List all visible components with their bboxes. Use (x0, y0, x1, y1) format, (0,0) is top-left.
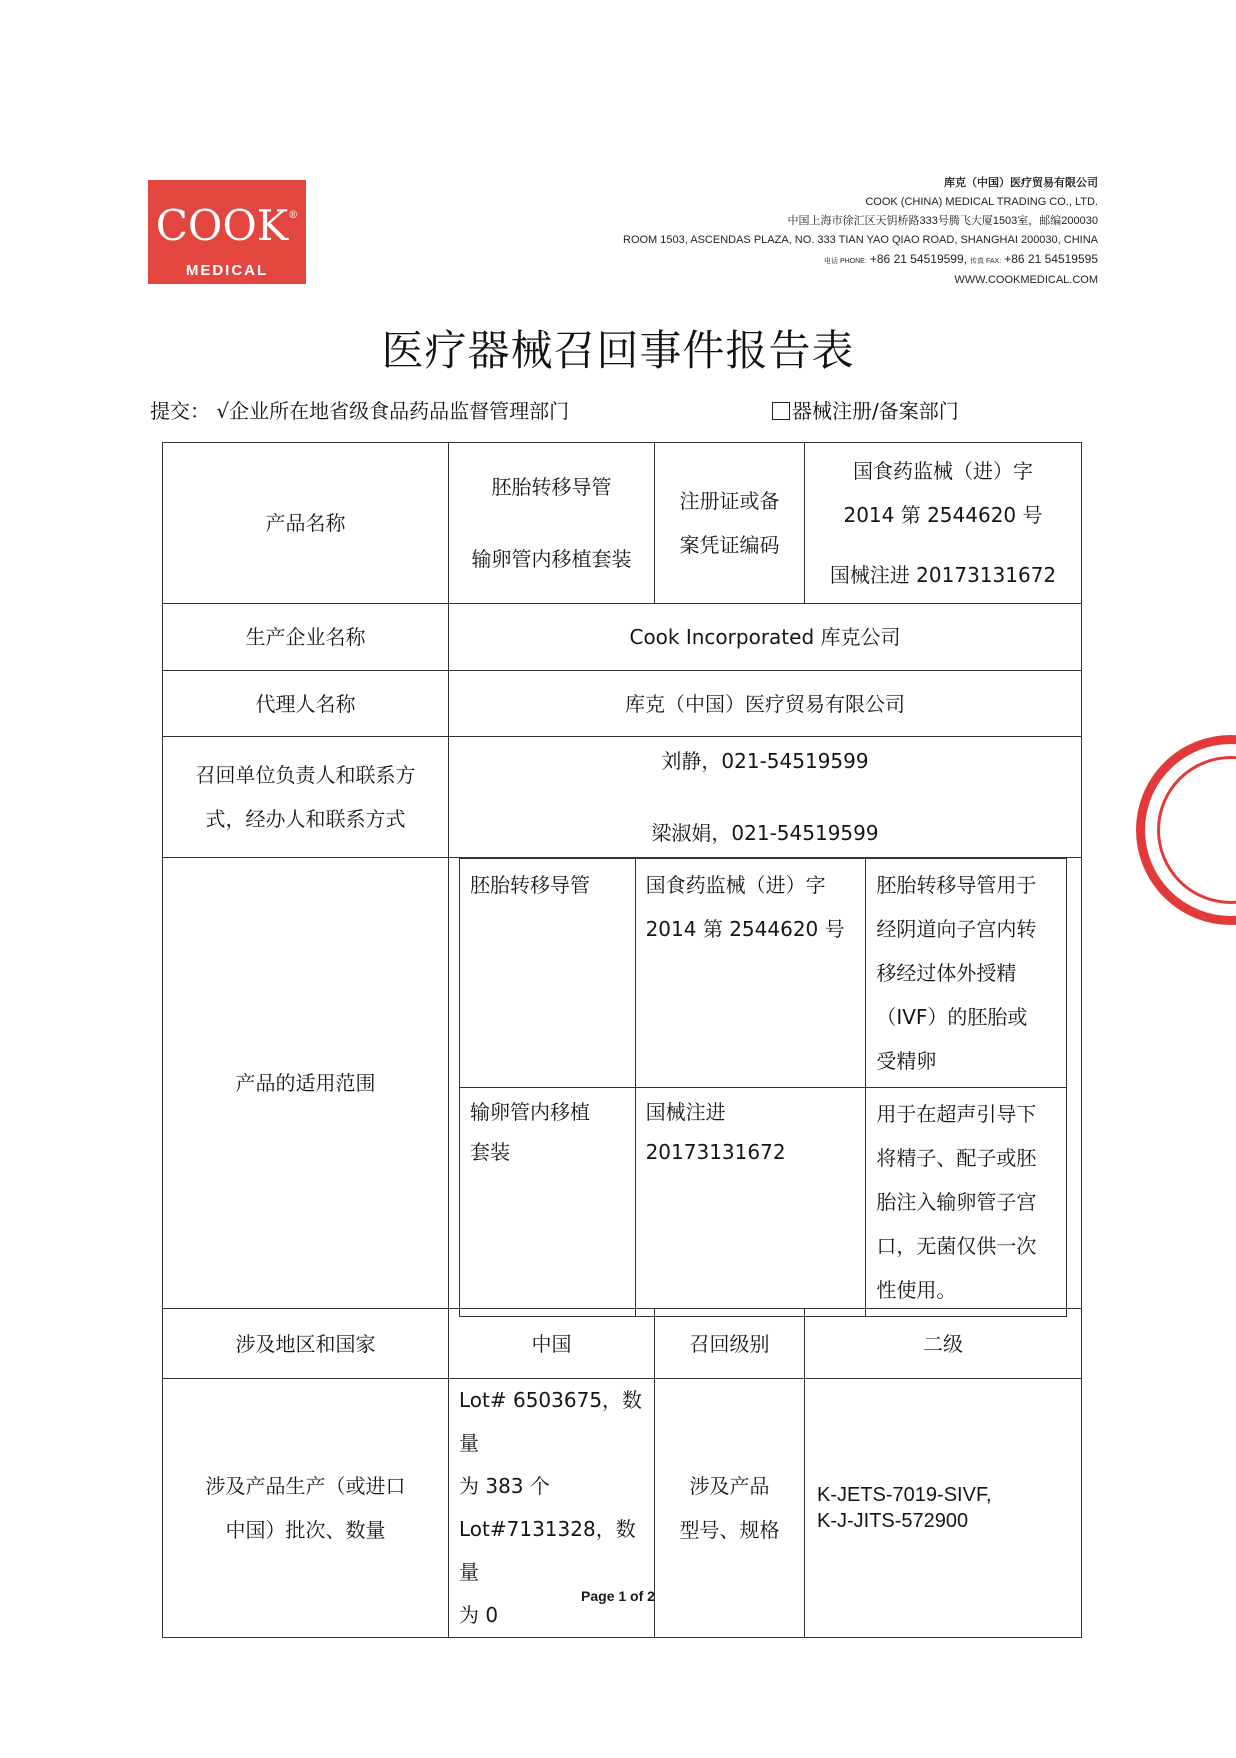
region-label: 涉及地区和国家 (163, 1309, 449, 1379)
table-row (163, 1309, 1082, 1379)
scope-subtable (459, 858, 1067, 1317)
manufacturer-label: 生产企业名称 (163, 604, 449, 671)
contact-label-line-2: 式，经办人和联系方式 (205, 807, 406, 831)
submit-option-1-check: √ (216, 399, 230, 423)
reg-number-2: 国械注进 20173131672 (829, 563, 1057, 587)
agent-value: 库克（中国）医疗贸易有限公司 (449, 671, 1082, 737)
model-label-line-1: 涉及产品 (689, 1474, 770, 1498)
submit-option-2: 器械注册/备案部门 (792, 399, 959, 423)
table-row (163, 737, 1082, 858)
contact-label-cell (163, 737, 449, 858)
scope-reg-cell: 国食药监械（进）字 2014 第 2544620 号 (635, 859, 866, 1088)
reg-number-cell (805, 443, 1082, 604)
model-label-line-2: 型号、规格 (679, 1518, 780, 1542)
company-website: WWW.COOKMEDICAL.COM (954, 274, 1098, 286)
manufacturer-value: Cook Incorporated 库克公司 (449, 604, 1082, 671)
contact-1: 刘静，021-54519599 (661, 749, 869, 773)
product-name-2: 输卵管内移植套装 (471, 547, 632, 571)
product-name-1: 胚胎转移导管 (491, 475, 612, 499)
company-phone-fax: 电话 PHONE: +86 21 54519599, 传真 FAX: +86 21 54519595 (824, 252, 1098, 266)
reg-label-cell (655, 443, 805, 604)
scope-product-cell: 胚胎转移导管 (460, 859, 636, 1088)
table-row (163, 443, 1082, 604)
company-address-en: ROOM 1503, ASCENDAS PLAZA, NO. 333 TIAN YAO QIAO ROAD, SHANGHAI 200030, CHINA (623, 234, 1098, 246)
scope-reg-cell: 国械注进 20173131672 (635, 1088, 866, 1317)
page-title: 医疗器械召回事件报告表 (381, 326, 855, 375)
batch-label-line-2: 中国）批次、数量 (225, 1518, 386, 1542)
submit-line (150, 395, 1050, 424)
company-name-cn: 库克（中国）医疗贸易有限公司 (944, 177, 1098, 189)
cook-medical-logo (148, 180, 306, 284)
submit-option-1: 企业所在地省级食品药品监督管理部门 (229, 399, 570, 423)
company-name-en: COOK (CHINA) MEDICAL TRADING CO., LTD. (865, 196, 1098, 208)
model-1: K-JETS-7019-SIVF, (817, 1484, 992, 1506)
contact-label-line-1: 召回单位负责人和联系方 (195, 763, 416, 787)
table-row (163, 604, 1082, 671)
scope-label: 产品的适用范围 (163, 858, 449, 1309)
reg-label-line-1: 注册证或备 (679, 489, 780, 513)
company-header (478, 174, 1098, 290)
page-number: Page 1 of 2 (581, 1588, 655, 1604)
checkbox-icon (772, 402, 790, 420)
table-row (163, 671, 1082, 737)
submit-label: 提交： (150, 399, 210, 423)
region-value: 中国 (449, 1309, 655, 1379)
scope-use-cell: 胚胎转移导管用于 经阴道向子宫内转 移经过体外授精 （IVF）的胚胎或 受精卵 (866, 859, 1067, 1088)
logo-subtitle: MEDICAL (185, 262, 269, 279)
contact-value-cell (449, 737, 1082, 858)
level-value: 二级 (805, 1309, 1082, 1379)
product-name-cell (449, 443, 655, 604)
product-name-label: 产品名称 (163, 443, 449, 604)
reg-number-1b: 2014 第 2544620 号 (843, 503, 1043, 527)
company-seal-stamp (1136, 735, 1236, 925)
reg-label-line-2: 案凭证编码 (679, 533, 780, 557)
logo-brand: COOK® (155, 201, 299, 250)
contact-2: 梁淑娟，021-54519599 (651, 821, 879, 845)
batch-value-cell: Lot# 6503675，数量 为 383 个 Lot#7131328，数量 为 0 (449, 1379, 655, 1638)
table-row (163, 858, 1082, 1309)
recall-report-table (162, 442, 1082, 1638)
reg-number-1a: 国食药监械（进）字 (853, 459, 1033, 483)
level-label: 召回级别 (655, 1309, 805, 1379)
table-row (460, 859, 1067, 1088)
scope-product-cell: 输卵管内移植 套装 (460, 1088, 636, 1317)
agent-label: 代理人名称 (163, 671, 449, 737)
scope-cell (449, 858, 1082, 1309)
table-row (460, 1088, 1067, 1317)
batch-label-line-1: 涉及产品生产（或进口 (205, 1474, 406, 1498)
scope-use-cell: 用于在超声引导下 将精子、配子或胚 胎注入输卵管子宫 口，无菌仅供一次 性使用。 (866, 1088, 1067, 1317)
model-2: K-J-JITS-572900 (817, 1510, 969, 1532)
company-address-cn: 中国上海市徐汇区天钥桥路333号腾飞大厦1503室，邮编200030 (787, 215, 1098, 227)
